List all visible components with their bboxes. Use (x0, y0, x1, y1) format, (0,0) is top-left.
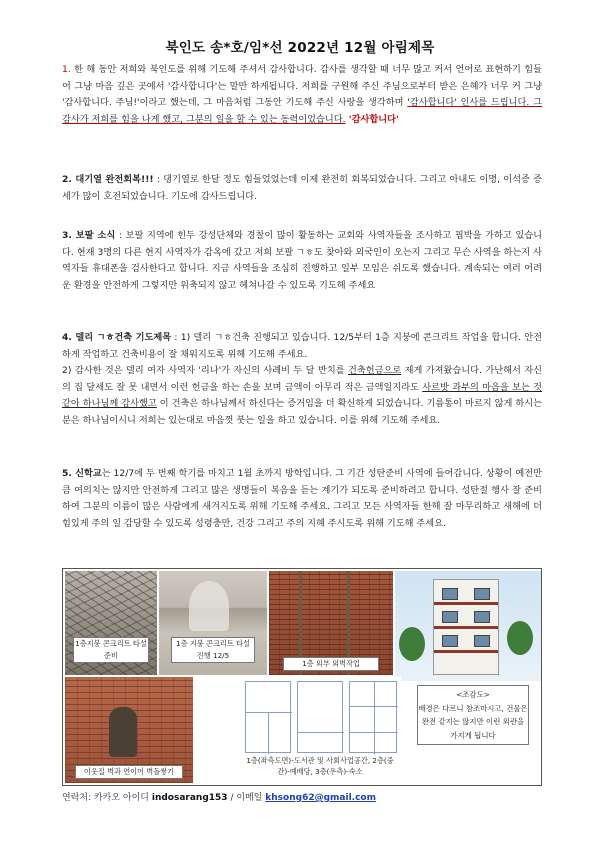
page-title: 북인도 송*호/임*선 2022년 12월 아림제목 (165, 40, 435, 56)
caption-floor-plans: 1층(좌측도면)-도서관 및 사회사업공간, 2층(중간)-예배당, 3층(우측)-숙소 (243, 755, 397, 777)
section-4-text-2b: 제게 가져왔습니다. 가난해서 자신의 집 달세도 잘 못 내면서 이런 헌금을 하는 손을 보며 금액이 아무리 적은 금액일지라도 (62, 365, 543, 393)
section-1-underlined-text: '감사합니다' 인사를 드립니다. 그 감사가 저희를 힘을 나게 했고, 그분의 일을 할 수 있는 동력이었습니다. (62, 97, 542, 125)
contact-separator: / 이메일 (227, 793, 266, 803)
caption-exterior-wall: 1층 외부 외벽작업 (283, 657, 379, 671)
section-4-heading: 4. 델리 ㄱㅎ건축 기도제목 (62, 332, 172, 343)
section-3-text: : 보팔 지역에 힌두 강성단체와 경찰이 많이 활동하는 교회와 사역자들을 조사하고 핍박을 가하고 있습니다. 현재 3명의 다른 현지 사역자가 감옥에 갔고 저희 보팔 ㄱㅎ도 찾아와 외국인이 오는지 그리고 무슨 사역을 하는지 사역자들 휴대폰을 검사한다고 합니다. 지금 사역들을 조심히 진행하고 일부 모임은 쉬도록 했습니다. 계속되는 여러 어려운 환경을 안전하게 그렇지만 위축되지 않고 헤쳐나갈 수 있도록 기도해 주세요 (62, 230, 542, 291)
rendering-note (417, 685, 529, 745)
section-4-underline-1: 건축헌금으로 (347, 365, 402, 377)
window (442, 588, 458, 600)
worker-figure (109, 707, 137, 757)
section-2 (62, 172, 542, 205)
section-5-text: 는 12/7에 두 번째 학기를 마치고 1월 초까지 방학입니다. 그 기간 성탄준비 사역에 들어갑니다. 상황이 예전만큼 여의치는 않지만 안전하게 그리고 많은 생명들이 복음을 듣는 계기가 되도록 준비하려고 합니다. 성탄절 행사 잘 준비하여 그분의 이름이 많은 사람에게 새겨지도록 위해 기도해 주세요. 그리고 모든 사역자들 한해 잘 마무리하고 새해에 더 힘있게 주의 일 감당할 수 있도록 성령충만, 건강 그리고 주의 지혜 주시도록 위해 기도해 주세요. (62, 468, 542, 529)
photo-collage (62, 568, 542, 786)
window (474, 635, 490, 647)
section-4-text-1: : 1) 델리 ㄱㅎ건축 진행되고 있습니다. 12/5부터 1층 지붕에 콘크리트 작업을 합니다. 안전하게 작업하고 건축비용이 잘 채워지도록 위해 기도해 주세요. (62, 332, 543, 360)
section-5 (62, 466, 542, 532)
rendering-note-body: 배경은 다르니 참조마시고, 건물은 완전 같지는 않지만 이런 외관을 가지게 됩니다 (418, 703, 528, 740)
section-2-text: : 댕기열로 한달 정도 힘들었었는데 이제 완전히 회복되었습니다. 그리고 아내도 이명, 이석증 증세가 많이 호전되었습니다. 기도에 감사드립니다. (62, 174, 542, 202)
building-stripe (434, 650, 498, 653)
section-3 (62, 228, 542, 294)
caption-slab-prep: 1층지붕 콘크리트 타설 준비 (73, 637, 149, 663)
photo-concrete-pour (159, 571, 267, 675)
window (474, 611, 490, 623)
section-1 (62, 62, 542, 128)
window (442, 635, 458, 647)
building-stripe (434, 602, 498, 605)
section-4-text-2c: 이 건축은 하나님께서 하신다는 증거임을 더 확신하게 되었습니다. 기름통이 마르지 않게 하시는 분은 하나님이시니 저희는 있는대로 마음껏 붓는 일을 하고 있습니다. 이를 위해 기도해 주세요. (62, 398, 542, 426)
floor-plan-3f (349, 681, 397, 753)
kakao-id: indosarang153 (151, 793, 228, 803)
photo-brick-laying (65, 677, 193, 783)
caption-brick-laying: 이웃집 벽과 연이어 벽돌쌓기 (75, 765, 183, 779)
section-1-text: 한 해 동안 저희와 북인도를 위해 기도해 주셔서 감사합니다. 감사를 생각할 때 너무 많고 커서 언어로 표현하기 힘들어 그냥 마음 깊은 곳에서 '감사합니다'는 말만 하게됩니다. 저희를 구원해 주신 주님으로부터 받은 은혜가 너무 커 그냥 '감사합니다. 주님!'이라고 했는데, 그 마음처럼 그동안 기도해 주신 사랑을 생각하며 (62, 64, 542, 109)
floor-plan-drawings (241, 677, 401, 785)
section-1-thanks-highlight: '감사합니다' (345, 113, 399, 125)
tree-icon (507, 621, 533, 655)
photo-building-rendering (395, 571, 541, 681)
photo-rebar-slab (65, 571, 157, 675)
caption-slab-pour: 1층 지붕 콘크리트 타설 진행 12/5 (171, 637, 255, 663)
contact-label: 연락처: 카카오 아이디 (62, 793, 152, 803)
section-1-number: 1. (62, 64, 71, 75)
floor-plan-1f (245, 681, 291, 753)
window (442, 611, 458, 623)
photo-exterior-wall (269, 571, 393, 675)
rendering-note-title: <조감도> (456, 690, 490, 699)
section-4-underline-2: 사르밧 과부의 마음을 보는 것 같아 하나님께 감사했고 (62, 381, 543, 410)
floor-plan-2f (297, 681, 343, 753)
building-rendering (433, 579, 499, 675)
rendering-note-box (403, 681, 541, 785)
concrete-pour-shape (189, 581, 229, 631)
section-2-heading: 2. 대기열 완전회복!!! (62, 174, 154, 185)
building-stripe (434, 626, 498, 629)
section-4 (62, 330, 542, 430)
email-link[interactable]: khsong62@gmail.com (265, 793, 376, 803)
section-3-heading: 3. 보팔 소식 (62, 230, 116, 241)
contact-line (62, 790, 542, 803)
section-5-heading: 5. 신학교 (62, 468, 102, 479)
window (474, 588, 490, 600)
tree-icon (399, 627, 425, 661)
section-4-text-2a: 2) 감사한 것은 델리 여자 사역자 '리나'가 자신의 사례비 두 달 반치를 (62, 365, 348, 377)
